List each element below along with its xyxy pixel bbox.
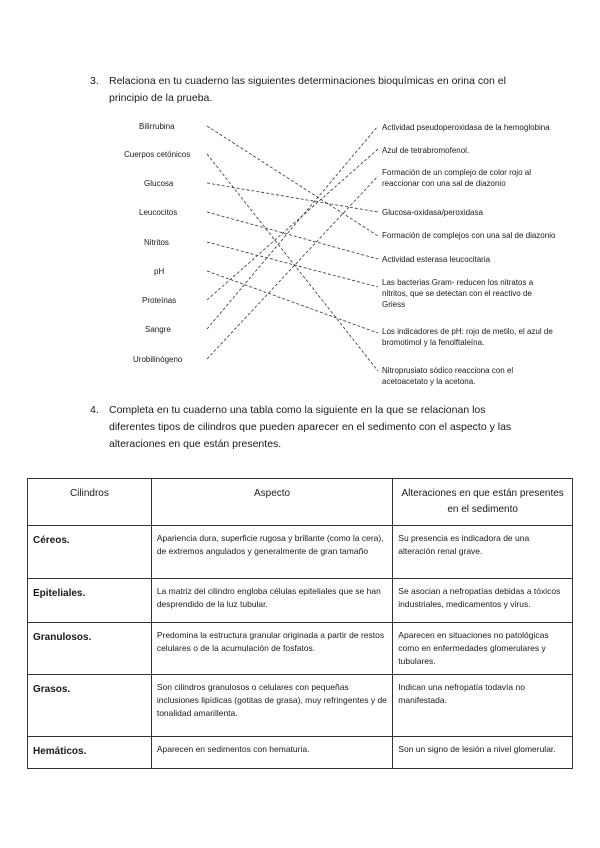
row-hematicos-aspecto: Aparecen en sedimentos con hematuria.	[151, 737, 392, 769]
left-item-bilirrubina: Bilirrubina	[139, 122, 175, 131]
left-item-urobilinogeno: Urobilinógeno	[133, 355, 183, 364]
question-3-text: Relaciona en tu cuaderno las siguientes determinaciones bioquímicas en orina con el principio de la prueba.	[109, 75, 506, 104]
table-row	[28, 737, 573, 769]
matching-lines	[0, 0, 600, 420]
right-item-3: Formación de un complejo de color rojo al reaccionar con una sal de diazonio	[382, 168, 531, 188]
right-item-4: Glucosa-oxidasa/peroxidasa	[382, 208, 483, 217]
row-granulosos-name: Granulosos.	[28, 623, 152, 675]
right-item-2: Azul de tetrabromofenol.	[382, 146, 470, 155]
line-glucosa	[207, 183, 378, 212]
left-item-cuerpos-cetonicos: Cuerpos cetónicos	[124, 150, 191, 159]
row-hematicos-name: Hemáticos.	[28, 737, 152, 769]
right-item-6: Actividad esterasa leucocitaria	[382, 255, 491, 264]
line-urobilinogeno	[207, 176, 378, 359]
row-epiteliales-aspecto: La matriz del cilindro engloba células epiteliales que se han desprendido de la luz tubular.	[151, 579, 392, 623]
header-alteraciones: Alteraciones en que están presentes en el sedimento	[393, 479, 573, 526]
question-4-number: 4.	[90, 404, 99, 416]
table-row	[28, 526, 573, 579]
line-proteinas	[207, 149, 378, 300]
header-cilindros: Cilindros	[28, 479, 152, 526]
table-row	[28, 579, 573, 623]
row-hematicos-alteraciones: Son un signo de lesión a nivel glomerular.	[393, 737, 573, 769]
right-item-7: Las bacterias Gram- reducen los nitratos a nitritos, que se detectan con el reactivo de Griess	[382, 278, 534, 309]
row-ceros-name: Céreos.	[28, 526, 152, 579]
row-grasos-aspecto: Son cilindros granulosos o celulares con pequeñas inclusiones lipídicas (gotitas de grasa), muy refringentes y de tonalidad amarillenta.	[151, 675, 392, 737]
right-item-8: Los indicadores de pH: rojo de metilo, el azul de bromotimol y la fenolftaleína.	[382, 327, 553, 347]
row-granulosos-alteraciones: Aparecen en situaciones no patológicas como en enfermedades glomerulares y tubulares.	[393, 623, 573, 675]
table-header-row	[28, 479, 573, 526]
left-item-ph: pH	[154, 267, 165, 276]
header-aspecto: Aspecto	[151, 479, 392, 526]
row-epiteliales-name: Epiteliales.	[28, 579, 152, 623]
table-row	[28, 675, 573, 737]
line-sangre	[207, 126, 378, 329]
right-item-1: Actividad pseudoperoxidasa de la hemoglobina	[382, 123, 550, 132]
right-item-5: Formación de complejos con una sal de diazonio	[382, 231, 556, 240]
left-item-leucocitos: Leucocitos	[139, 208, 178, 217]
question-4-text: Completa en tu cuaderno una tabla como la siguiente en la que se relacionan los diferentes tipos de cilindros que pueden aparecer en el sedimento con el aspecto y las alteraciones en que están presentes.	[109, 404, 512, 450]
cylinders-table	[27, 478, 573, 769]
row-epiteliales-alteraciones: Se asocian a nefropatías debidas a tóxicos industriales, medicamentos y virus.	[393, 579, 573, 623]
question-3-number: 3.	[90, 75, 99, 87]
left-item-nitritos: Nitritos	[144, 238, 169, 247]
right-item-9: Nitroprusiato sódico reacciona con el acetoacetato y la acetona.	[382, 366, 514, 386]
row-granulosos-aspecto: Predomina la estructura granular originada a partir de restos celulares o de la acumulación de fosfatos.	[151, 623, 392, 675]
row-grasos-name: Grasos.	[28, 675, 152, 737]
left-item-proteinas: Proteínas	[142, 296, 177, 305]
row-grasos-alteraciones: Indican una nefropatía todavía no manifestada.	[393, 675, 573, 737]
line-bilirrubina	[207, 126, 378, 236]
row-ceros-aspecto: Apariencia dura, superficie rugosa y brillante (como la cera), de extremos angulados y generalmente de gran tamaño	[151, 526, 392, 579]
left-item-sangre: Sangre	[145, 325, 171, 334]
row-ceros-alteraciones: Su presencia es indicadora de una alteración renal grave.	[393, 526, 573, 579]
table-row	[28, 623, 573, 675]
line-cuerpos-cetonicos	[207, 154, 378, 371]
left-item-glucosa: Glucosa	[144, 179, 174, 188]
